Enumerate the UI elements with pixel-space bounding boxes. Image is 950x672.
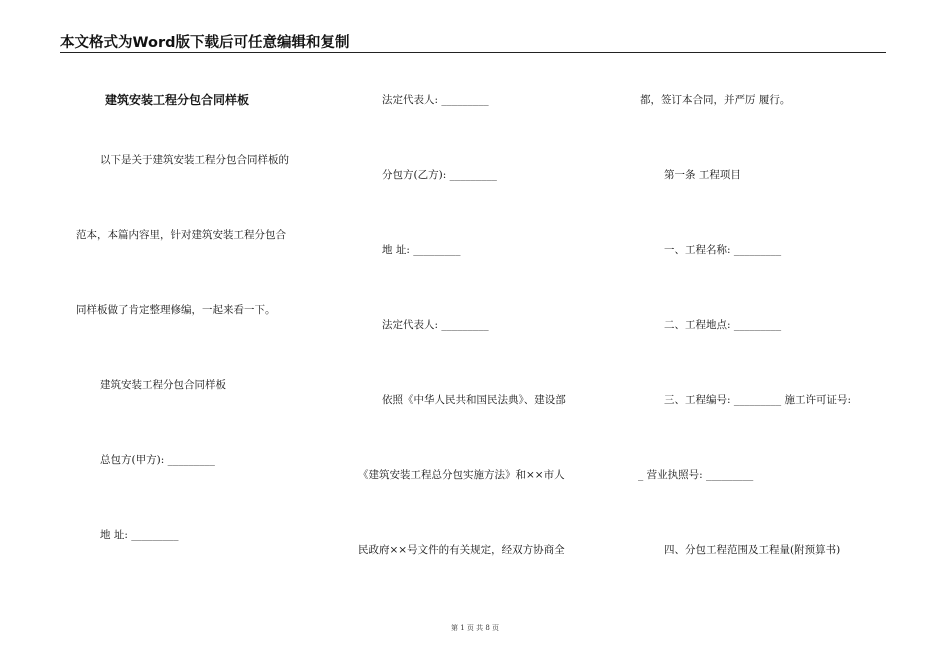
business-license-field: _ 营业执照号: _________ xyxy=(638,469,754,481)
column-2 xyxy=(358,0,608,672)
contractor-field: 总包方(甲方): _________ xyxy=(100,454,215,466)
project-number-field: 三、工程编号: _________ 施工许可证号: xyxy=(664,394,851,406)
project-name-field: 一、工程名称: _________ xyxy=(664,244,782,256)
column-1 xyxy=(76,0,326,672)
subcontractor-field: 分包方(乙方): _________ xyxy=(382,169,497,181)
project-location-field: 二、工程地点: _________ xyxy=(664,319,782,331)
paragraph-line: 范本，本篇内容里，针对建筑安装工程分包合 xyxy=(76,229,286,241)
paragraph-line: 都，签订本合同，并严厉 履行。 xyxy=(640,94,791,106)
legal-rep-field: 法定代表人: _________ xyxy=(382,319,489,331)
paragraph-line: 《建筑安装工程总分包实施方法》和××市人 xyxy=(358,469,565,481)
section-heading: 建筑安装工程分包合同样板 xyxy=(100,379,226,391)
article-heading: 第一条 工程项目 xyxy=(664,169,741,181)
column-3 xyxy=(636,0,886,672)
legal-rep-field: 法定代表人: _________ xyxy=(382,94,489,106)
document-header: 本文格式为Word版下载后可任意编辑和复制 xyxy=(60,35,350,51)
scope-field: 四、分包工程范围及工程量(附预算书) xyxy=(664,544,841,556)
address-field: 地 址: _________ xyxy=(100,529,179,541)
document-title: 建筑安装工程分包合同样板 xyxy=(105,93,250,107)
paragraph-line: 依照《中华人民共和国民法典》、建设部 xyxy=(382,394,566,406)
paragraph-line: 同样板做了肯定整理修编，一起来看一下。 xyxy=(76,304,276,316)
paragraph-line: 以下是关于建筑安装工程分包合同样板的 xyxy=(100,154,289,166)
page-number: 第 1 页 共 8 页 xyxy=(450,624,500,632)
address-field: 地 址: _________ xyxy=(382,244,461,256)
paragraph-line: 民政府××号文件的有关规定，经双方协商全 xyxy=(358,544,565,556)
